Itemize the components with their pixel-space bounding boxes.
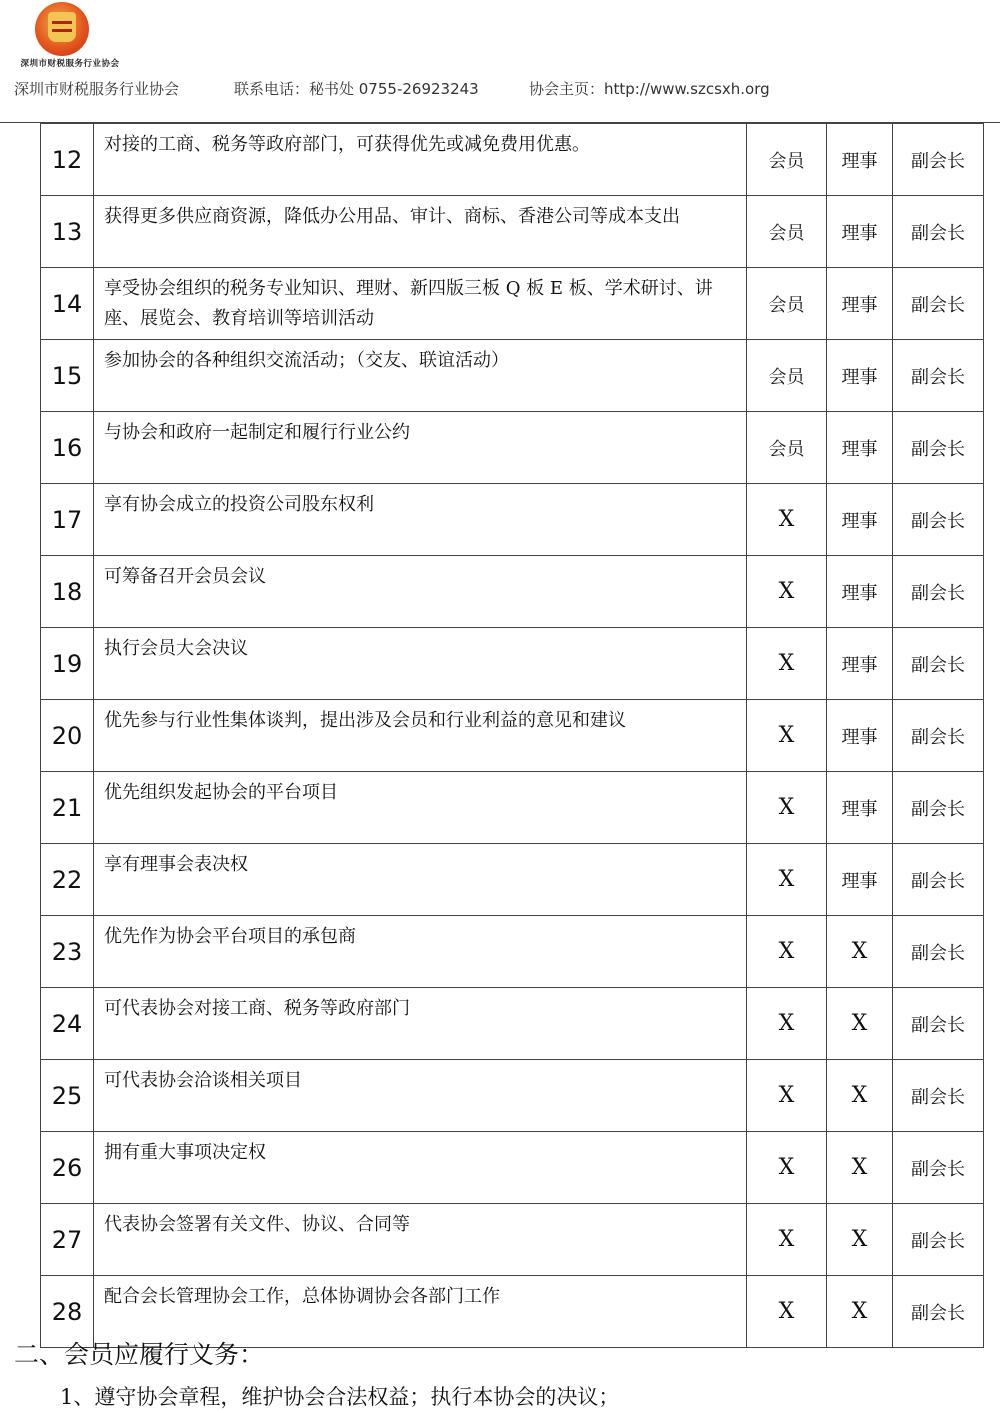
row-number: 12 bbox=[41, 124, 94, 196]
row-description: 配合会长管理协会工作，总体协调协会各部门工作 bbox=[94, 1276, 747, 1348]
director-cell: X bbox=[827, 988, 893, 1060]
row-number: 27 bbox=[41, 1204, 94, 1276]
table-row bbox=[41, 988, 984, 1060]
row-description: 与协会和政府一起制定和履行行业公约 bbox=[94, 412, 747, 484]
director-cell: X bbox=[827, 916, 893, 988]
member-cell: 会员 bbox=[747, 196, 827, 268]
row-number: 13 bbox=[41, 196, 94, 268]
row-description: 享有理事会表决权 bbox=[94, 844, 747, 916]
member-cell: X bbox=[747, 700, 827, 772]
row-number: 25 bbox=[41, 1060, 94, 1132]
header-homepage: 协会主页：http://www.szcsxh.org bbox=[529, 80, 770, 98]
director-cell: X bbox=[827, 1060, 893, 1132]
table-row bbox=[41, 268, 984, 340]
member-cell: X bbox=[747, 988, 827, 1060]
member-cell: 会员 bbox=[747, 268, 827, 340]
member-cell: X bbox=[747, 772, 827, 844]
vice-president-cell: 副会长 bbox=[893, 1276, 984, 1348]
table-row bbox=[41, 556, 984, 628]
member-cell: X bbox=[747, 484, 827, 556]
director-cell: 理事 bbox=[827, 196, 893, 268]
section-item-1: 1、遵守协会章程，维护协会合法权益；执行本协会的决议； bbox=[60, 1385, 620, 1409]
member-cell: X bbox=[747, 556, 827, 628]
director-cell: 理事 bbox=[827, 700, 893, 772]
director-cell: X bbox=[827, 1204, 893, 1276]
row-number: 24 bbox=[41, 988, 94, 1060]
member-cell: X bbox=[747, 916, 827, 988]
director-cell: X bbox=[827, 1132, 893, 1204]
row-description: 享有协会成立的投资公司股东权利 bbox=[94, 484, 747, 556]
header-org-name: 深圳市财税服务行业协会 bbox=[14, 80, 180, 98]
director-cell: 理事 bbox=[827, 556, 893, 628]
logo-emblem bbox=[35, 2, 89, 56]
table-row bbox=[41, 1060, 984, 1132]
vice-president-cell: 副会长 bbox=[893, 124, 984, 196]
row-number: 16 bbox=[41, 412, 94, 484]
row-description: 优先参与行业性集体谈判，提出涉及会员和行业利益的意见和建议 bbox=[94, 700, 747, 772]
director-cell: 理事 bbox=[827, 628, 893, 700]
row-description: 可代表协会对接工商、税务等政府部门 bbox=[94, 988, 747, 1060]
director-cell: 理事 bbox=[827, 340, 893, 412]
member-cell: X bbox=[747, 628, 827, 700]
header-contact: 联系电话：秘书处 0755-26923243 bbox=[234, 80, 479, 98]
row-description: 代表协会签署有关文件、协议、合同等 bbox=[94, 1204, 747, 1276]
table-row bbox=[41, 1132, 984, 1204]
row-number: 15 bbox=[41, 340, 94, 412]
vice-president-cell: 副会长 bbox=[893, 844, 984, 916]
table-row bbox=[41, 700, 984, 772]
row-number: 19 bbox=[41, 628, 94, 700]
row-number: 18 bbox=[41, 556, 94, 628]
row-description: 拥有重大事项决定权 bbox=[94, 1132, 747, 1204]
member-cell: X bbox=[747, 1276, 827, 1348]
vice-president-cell: 副会长 bbox=[893, 268, 984, 340]
table-row bbox=[41, 412, 984, 484]
member-cell: X bbox=[747, 1204, 827, 1276]
table-row bbox=[41, 1204, 984, 1276]
vice-president-cell: 副会长 bbox=[893, 556, 984, 628]
director-cell: 理事 bbox=[827, 268, 893, 340]
row-number: 17 bbox=[41, 484, 94, 556]
table-row bbox=[41, 772, 984, 844]
row-description: 参加协会的各种组织交流活动；（交友、联谊活动） bbox=[94, 340, 747, 412]
section-title: 二、会员应履行义务： bbox=[14, 1340, 265, 1369]
table-row bbox=[41, 484, 984, 556]
member-rights-table bbox=[40, 123, 984, 1348]
row-number: 23 bbox=[41, 916, 94, 988]
vice-president-cell: 副会长 bbox=[893, 484, 984, 556]
member-cell: 会员 bbox=[747, 412, 827, 484]
table-row bbox=[41, 628, 984, 700]
logo-text: 深圳市财税服务行业协会 bbox=[20, 59, 120, 69]
director-cell: 理事 bbox=[827, 772, 893, 844]
director-cell: 理事 bbox=[827, 484, 893, 556]
vice-president-cell: 副会长 bbox=[893, 412, 984, 484]
row-description: 可筹备召开会员会议 bbox=[94, 556, 747, 628]
row-description: 优先组织发起协会的平台项目 bbox=[94, 772, 747, 844]
row-description: 享受协会组织的税务专业知识、理财、新四版三板 Q 板 E 板、学术研讨、讲座、展览会、教育培训等培训活动 bbox=[94, 268, 747, 340]
row-description: 对接的工商、税务等政府部门，可获得优先或减免费用优惠。 bbox=[94, 124, 747, 196]
row-number: 28 bbox=[41, 1276, 94, 1348]
row-number: 14 bbox=[41, 268, 94, 340]
member-cell: 会员 bbox=[747, 124, 827, 196]
row-description: 可代表协会洽谈相关项目 bbox=[94, 1060, 747, 1132]
director-cell: X bbox=[827, 1276, 893, 1348]
director-cell: 理事 bbox=[827, 412, 893, 484]
vice-president-cell: 副会长 bbox=[893, 916, 984, 988]
table-row bbox=[41, 916, 984, 988]
row-description: 获得更多供应商资源，降低办公用品、审计、商标、香港公司等成本支出 bbox=[94, 196, 747, 268]
row-number: 21 bbox=[41, 772, 94, 844]
member-cell: X bbox=[747, 1132, 827, 1204]
table-body bbox=[41, 124, 984, 1348]
vice-president-cell: 副会长 bbox=[893, 1132, 984, 1204]
table-row bbox=[41, 844, 984, 916]
director-cell: 理事 bbox=[827, 124, 893, 196]
row-number: 26 bbox=[41, 1132, 94, 1204]
vice-president-cell: 副会长 bbox=[893, 772, 984, 844]
director-cell: 理事 bbox=[827, 844, 893, 916]
table-row bbox=[41, 124, 984, 196]
table-row bbox=[41, 196, 984, 268]
row-description: 执行会员大会决议 bbox=[94, 628, 747, 700]
member-cell: X bbox=[747, 1060, 827, 1132]
vice-president-cell: 副会长 bbox=[893, 628, 984, 700]
association-logo bbox=[14, 2, 126, 68]
row-number: 22 bbox=[41, 844, 94, 916]
vice-president-cell: 副会长 bbox=[893, 700, 984, 772]
vice-president-cell: 副会长 bbox=[893, 1060, 984, 1132]
page-header bbox=[14, 78, 1000, 100]
vice-president-cell: 副会长 bbox=[893, 340, 984, 412]
member-cell: 会员 bbox=[747, 340, 827, 412]
row-number: 20 bbox=[41, 700, 94, 772]
vice-president-cell: 副会长 bbox=[893, 1204, 984, 1276]
vice-president-cell: 副会长 bbox=[893, 988, 984, 1060]
table-row bbox=[41, 340, 984, 412]
row-description: 优先作为协会平台项目的承包商 bbox=[94, 916, 747, 988]
member-cell: X bbox=[747, 844, 827, 916]
vice-president-cell: 副会长 bbox=[893, 196, 984, 268]
